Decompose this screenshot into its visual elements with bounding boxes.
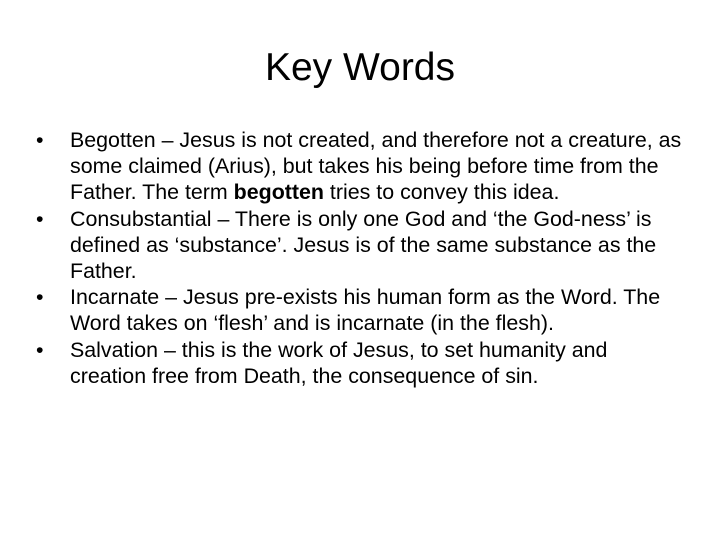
bullet-consubstantial [36, 206, 686, 285]
bullet-text-part: Salvation – this is the work of Jesus, to set humanity and creation free from Death, the consequence of sin. [70, 337, 608, 388]
bullet-text-part: tries to convey this idea. [323, 180, 560, 205]
bullet-text-part: Incarnate – Jesus pre-exists his human form as the Word. The Word takes on ‘flesh’ and is incarnate (in the flesh). [70, 285, 661, 336]
bullet-text [70, 285, 660, 335]
bullet-incarnate [36, 284, 686, 336]
bullet-text-part: Begotten – Jesus is not created, and therefore not a creature, as some claimed (Arius), but takes his being before time from the Father. The term [70, 128, 682, 205]
bullet-begotten [36, 127, 686, 206]
bullet-text [70, 128, 681, 204]
bullet-list [36, 127, 686, 389]
bullet-text [70, 207, 656, 283]
bullet-dot-icon: • [36, 285, 44, 310]
bullet-dot-icon: • [36, 337, 44, 362]
bold-term: begotten [233, 180, 324, 205]
bullet-salvation [36, 337, 686, 389]
bullet-dot-icon: • [36, 206, 44, 231]
bullet-text [70, 338, 607, 388]
slide-title: Key Words [264, 46, 455, 89]
bullet-text-part: Consubstantial – There is only one God and ‘the God-ness’ is defined as ‘substance’. Jesus is of the same substance as the Father. [70, 206, 657, 284]
bullet-dot-icon: • [36, 128, 44, 152]
